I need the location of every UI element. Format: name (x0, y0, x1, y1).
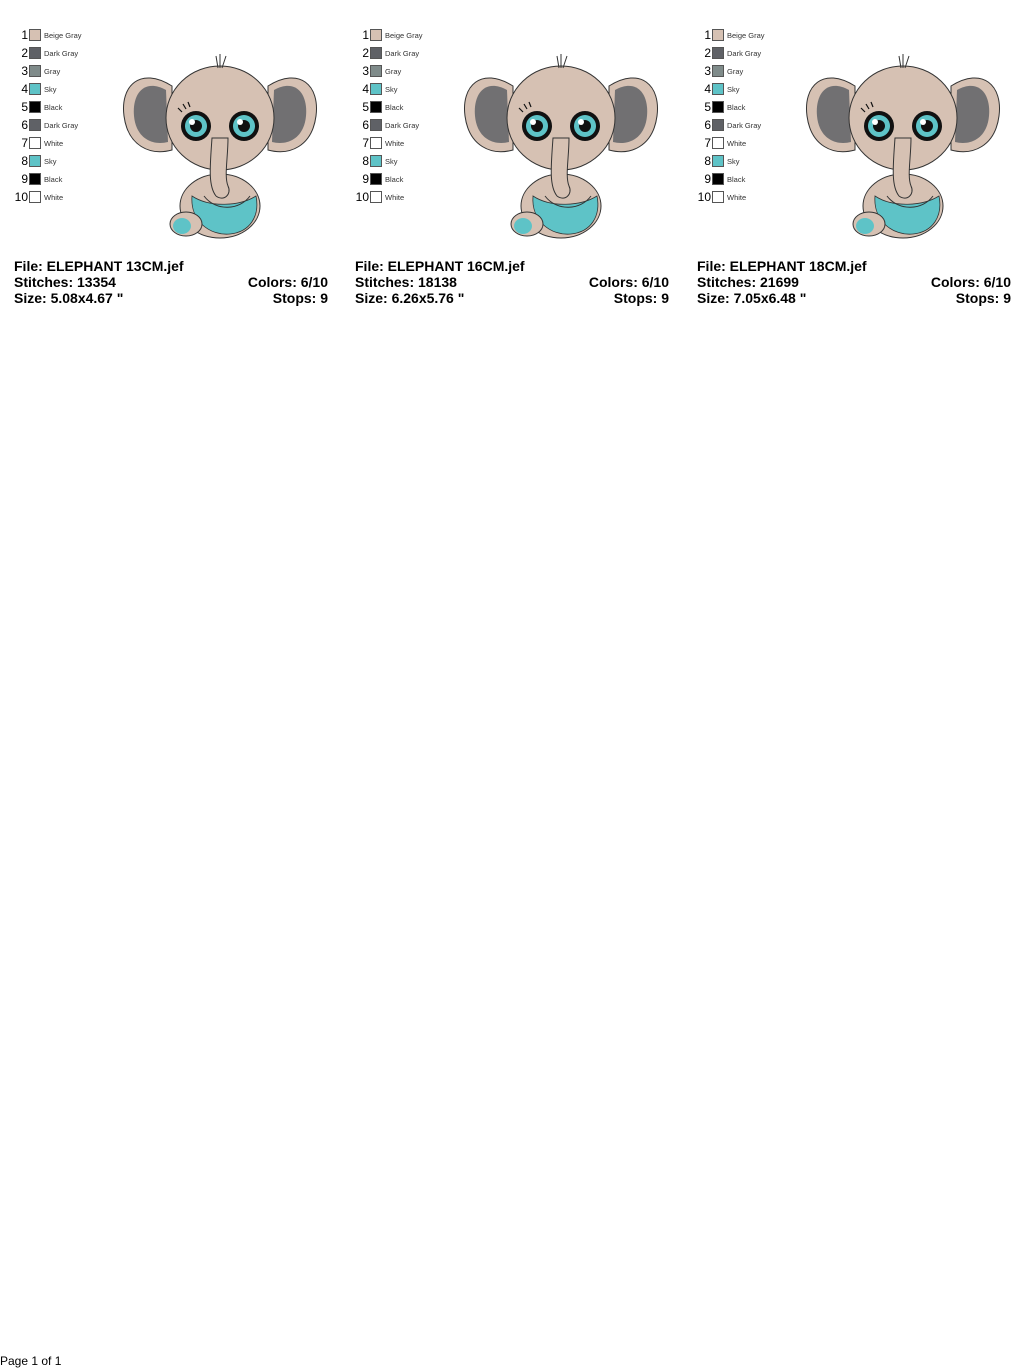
legend-number: 7 (362, 136, 369, 150)
design-size: Size: 5.08x4.67 " (14, 290, 124, 306)
color-swatch (370, 29, 382, 41)
color-swatch (370, 101, 382, 113)
legend-color-name: Sky (44, 84, 57, 94)
elephant-embroidery-image (803, 46, 1003, 242)
legend-row (12, 188, 122, 206)
stop-count: Stops: 9 (272, 290, 328, 306)
legend-number: 1 (362, 28, 369, 42)
color-swatch (370, 137, 382, 149)
color-swatch (712, 65, 724, 77)
legend-color-name: Dark Gray (727, 48, 762, 58)
legend-row (353, 152, 463, 170)
legend-number: 3 (704, 64, 711, 78)
legend-row (353, 80, 463, 98)
page-number: Page 1 of 1 (0, 1354, 62, 1368)
legend-color-name: Black (44, 102, 63, 112)
legend-color-name: Beige Gray (44, 30, 82, 40)
design-info (355, 258, 669, 306)
legend-color-name: Gray (44, 66, 61, 76)
color-swatch (29, 173, 41, 185)
color-swatch (370, 119, 382, 131)
color-swatch (370, 83, 382, 95)
legend-number: 8 (704, 154, 711, 168)
legend-color-name: Sky (44, 156, 57, 166)
legend-row (12, 62, 122, 80)
legend-number: 9 (362, 172, 369, 186)
color-swatch (29, 29, 41, 41)
legend-number: 5 (21, 100, 28, 114)
stop-count: Stops: 9 (613, 290, 669, 306)
legend-number: 2 (704, 46, 711, 60)
legend-row (353, 134, 463, 152)
color-swatch (29, 155, 41, 167)
legend-row (695, 116, 805, 134)
legend-color-name: Sky (385, 84, 398, 94)
file-name: File: ELEPHANT 16CM.jef (355, 258, 525, 274)
legend-color-name: Black (727, 174, 746, 184)
legend-row (353, 62, 463, 80)
color-count: Colors: 6/10 (247, 274, 328, 290)
legend-number: 1 (704, 28, 711, 42)
legend-number: 4 (362, 82, 369, 96)
legend-color-name: Dark Gray (385, 120, 420, 130)
legend-number: 6 (362, 118, 369, 132)
legend-number: 10 (355, 190, 369, 204)
legend-color-name: White (727, 138, 747, 148)
color-swatch (370, 47, 382, 59)
stitch-count: Stitches: 13354 (14, 274, 116, 290)
color-swatch (712, 155, 724, 167)
legend-number: 3 (21, 64, 28, 78)
color-swatch (29, 65, 41, 77)
legend-row (12, 80, 122, 98)
legend-number: 5 (704, 100, 711, 114)
legend-row (12, 134, 122, 152)
legend-color-name: Black (727, 102, 746, 112)
legend-color-name: White (44, 192, 64, 202)
legend-number: 9 (21, 172, 28, 186)
legend-number: 4 (21, 82, 28, 96)
design-info (697, 258, 1011, 306)
legend-color-name: White (385, 138, 405, 148)
color-swatch (29, 83, 41, 95)
legend-color-name: Sky (727, 156, 740, 166)
legend-number: 5 (362, 100, 369, 114)
legend-row (695, 80, 805, 98)
legend-row (695, 62, 805, 80)
legend-number: 3 (362, 64, 369, 78)
legend-color-name: Dark Gray (385, 48, 420, 58)
color-legend (695, 26, 805, 206)
design-size: Size: 7.05x6.48 " (697, 290, 807, 306)
color-swatch (29, 119, 41, 131)
legend-row (695, 170, 805, 188)
legend-color-name: Gray (385, 66, 402, 76)
color-swatch (712, 83, 724, 95)
legend-color-name: Dark Gray (44, 48, 79, 58)
legend-number: 2 (21, 46, 28, 60)
legend-number: 6 (704, 118, 711, 132)
color-count: Colors: 6/10 (588, 274, 669, 290)
stop-count: Stops: 9 (955, 290, 1011, 306)
legend-row (695, 188, 805, 206)
color-swatch (29, 191, 41, 203)
legend-number: 7 (21, 136, 28, 150)
stitch-count: Stitches: 18138 (355, 274, 457, 290)
legend-number: 10 (697, 190, 711, 204)
legend-number: 9 (704, 172, 711, 186)
legend-color-name: Dark Gray (44, 120, 79, 130)
legend-row (12, 116, 122, 134)
color-swatch (29, 101, 41, 113)
color-swatch (370, 173, 382, 185)
stitch-count: Stitches: 21699 (697, 274, 799, 290)
design-info (14, 258, 328, 306)
legend-number: 7 (704, 136, 711, 150)
legend-color-name: Black (44, 174, 63, 184)
legend-row (695, 98, 805, 116)
legend-number: 8 (21, 154, 28, 168)
file-name: File: ELEPHANT 18CM.jef (697, 258, 867, 274)
legend-color-name: Beige Gray (385, 30, 423, 40)
legend-row (353, 44, 463, 62)
legend-number: 8 (362, 154, 369, 168)
color-swatch (712, 191, 724, 203)
legend-row (353, 170, 463, 188)
elephant-embroidery-image (120, 46, 320, 242)
legend-number: 4 (704, 82, 711, 96)
legend-row (12, 26, 122, 44)
color-swatch (712, 137, 724, 149)
color-swatch (712, 29, 724, 41)
color-legend (353, 26, 463, 206)
legend-color-name: Gray (727, 66, 744, 76)
legend-color-name: Beige Gray (727, 30, 765, 40)
legend-row (12, 170, 122, 188)
legend-row (353, 26, 463, 44)
color-legend (12, 26, 122, 206)
color-count: Colors: 6/10 (930, 274, 1011, 290)
legend-row (12, 98, 122, 116)
legend-row (12, 44, 122, 62)
legend-number: 10 (14, 190, 28, 204)
color-swatch (370, 155, 382, 167)
design-panel (695, 26, 1015, 316)
legend-row (353, 188, 463, 206)
color-swatch (712, 101, 724, 113)
legend-number: 1 (21, 28, 28, 42)
legend-row (695, 26, 805, 44)
color-swatch (370, 65, 382, 77)
color-swatch (712, 47, 724, 59)
legend-row (353, 98, 463, 116)
legend-color-name: Dark Gray (727, 120, 762, 130)
design-panel (353, 26, 673, 316)
legend-row (695, 152, 805, 170)
legend-row (12, 152, 122, 170)
legend-color-name: Black (385, 102, 404, 112)
legend-color-name: Black (385, 174, 404, 184)
legend-color-name: Sky (385, 156, 398, 166)
design-size: Size: 6.26x5.76 " (355, 290, 465, 306)
legend-color-name: White (727, 192, 747, 202)
legend-row (695, 44, 805, 62)
legend-row (695, 134, 805, 152)
color-swatch (29, 47, 41, 59)
design-panel (12, 26, 332, 316)
legend-color-name: White (44, 138, 64, 148)
color-swatch (29, 137, 41, 149)
color-swatch (370, 191, 382, 203)
legend-color-name: White (385, 192, 405, 202)
legend-row (353, 116, 463, 134)
legend-number: 6 (21, 118, 28, 132)
color-swatch (712, 173, 724, 185)
legend-color-name: Sky (727, 84, 740, 94)
elephant-embroidery-image (461, 46, 661, 242)
color-swatch (712, 119, 724, 131)
legend-number: 2 (362, 46, 369, 60)
file-name: File: ELEPHANT 13CM.jef (14, 258, 184, 274)
